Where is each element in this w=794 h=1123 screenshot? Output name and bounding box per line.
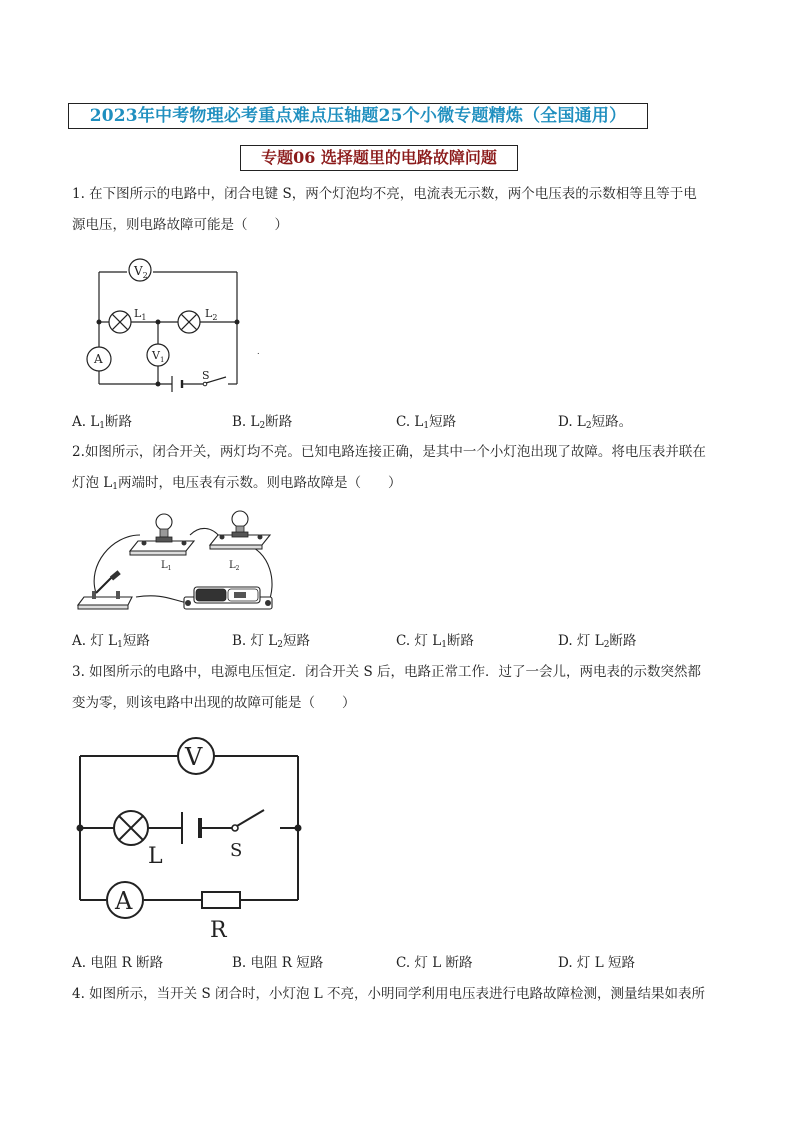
question-2-line-2: 灯泡 $L_1$两端时，电压表有示数。则电路故障是（ ） [72, 475, 402, 492]
option-a[interactable]: A. $L_1$断路 [72, 414, 133, 431]
option-b[interactable]: B. $L_2$断路 [232, 414, 293, 431]
svg-text:S: S [202, 369, 210, 382]
battery-icon [182, 812, 200, 844]
circuit-diagram-3 [70, 730, 310, 945]
circuit-diagram-1 [70, 250, 270, 395]
option-a[interactable]: A. 电阻 R 断路 [72, 955, 164, 971]
question-2 [72, 437, 732, 503]
lamp-l1-icon [109, 311, 131, 333]
svg-text:V: V [185, 743, 203, 771]
lamp-l2-icon [178, 311, 200, 333]
question-2-options [72, 630, 732, 652]
question-3-line-1: 3. 如图所示的电路中，电源电压恒定．闭合开关 S 后，电路正常工作．过了一会儿，两电表的示数突然都 [72, 664, 702, 680]
option-c[interactable]: C. 灯 $L_1$断路 [396, 633, 474, 650]
svg-text:V2: $V_2$ [134, 264, 148, 280]
question-3-line-2: 变为零，则该电路中出现的故障可能是（ ） [72, 695, 356, 711]
svg-text:L1: $L_1$ [134, 307, 147, 322]
physical-circuit-diagram-2 [72, 505, 282, 615]
svg-text:R: R [210, 918, 227, 943]
svg-text:V1: $V_1$ [152, 349, 165, 364]
svg-text:L: L [148, 844, 163, 869]
question-1-line-2: 源电压，则电路故障可能是（ ） [72, 217, 288, 233]
question-3-options [72, 952, 732, 974]
svg-text:.: . [257, 347, 260, 356]
svg-text:S: S [230, 840, 243, 861]
option-b[interactable]: B. 电阻 R 短路 [232, 955, 324, 971]
knife-switch-icon [78, 570, 132, 609]
option-c[interactable]: C. $L_1$短路 [396, 414, 457, 431]
svg-text:L2: $L_2$ [229, 560, 240, 572]
lamp-l2-board [210, 511, 270, 549]
question-1 [72, 179, 732, 241]
option-a[interactable]: A. 灯 $L_1$短路 [72, 633, 150, 650]
topic-title: 专题06 选择题里的电路故障问题 [240, 145, 518, 171]
question-1-options [72, 411, 732, 433]
question-4 [72, 979, 732, 1010]
resistor-r [202, 892, 240, 908]
question-1-line-1: 1. 在下图所示的电路中，闭合电键 S，两个灯泡均不亮，电流表无示数，两个电压表的示数相等且等于电 [72, 186, 697, 202]
option-c[interactable]: C. 灯 L 断路 [396, 955, 473, 971]
question-4-line-1: 4. 如图所示，当开关 S 闭合时，小灯泡 L 不亮，小明同学利用电压表进行电路故障检测，测量结果如表所 [72, 986, 706, 1002]
question-2-line-1: 2.如图所示，闭合开关，两灯均不亮。已知电路连接正确，是其中一个小灯泡出现了故障。将电压表并联在 [72, 444, 706, 460]
svg-text:A: A [115, 887, 133, 915]
lamp-l-icon [114, 811, 148, 845]
option-d[interactable]: D. 灯 $L_2$断路 [558, 633, 637, 650]
battery-icon [172, 376, 182, 392]
switch-s-icon [232, 810, 264, 831]
option-d[interactable]: D. $L_2$短路。 [558, 414, 633, 431]
option-d[interactable]: D. 灯 L 短路 [558, 955, 635, 971]
battery-icon [184, 587, 272, 609]
svg-text:L1: $L_1$ [161, 560, 172, 572]
question-3 [72, 657, 732, 719]
option-b[interactable]: B. 灯 $L_2$短路 [232, 633, 310, 650]
document-title: 2023年中考物理必考重点难点压轴题25个小微专题精炼（全国通用） [68, 103, 648, 129]
svg-text:L2: $L_2$ [205, 307, 218, 322]
svg-text:A: A [94, 352, 103, 366]
